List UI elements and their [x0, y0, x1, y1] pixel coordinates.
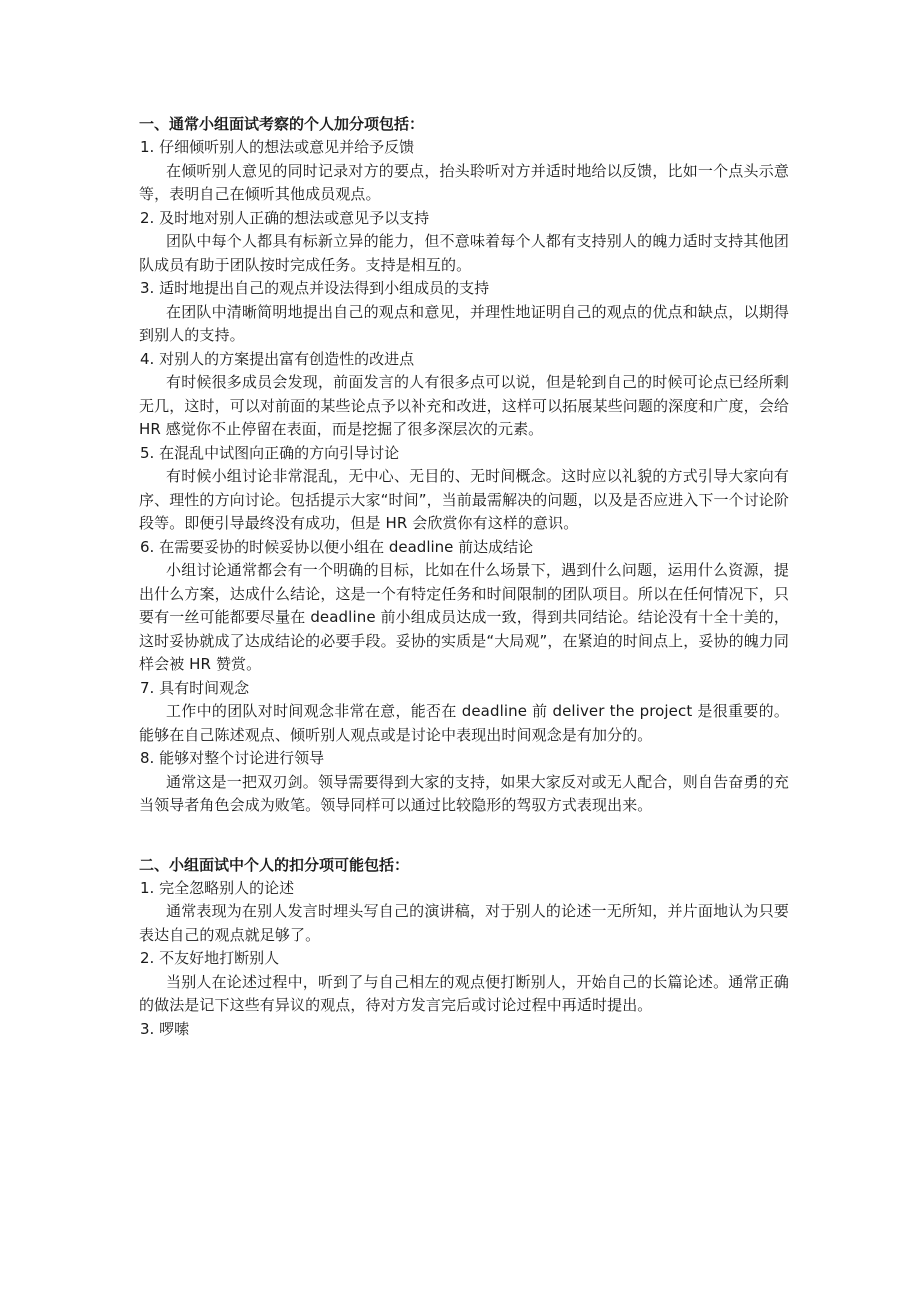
section-heading-minus-points: 二、小组面试中个人的扣分项可能包括： [139, 855, 410, 874]
item-title: 6. 在需要妥协的时候妥协以便小组在 deadline 前达成结论 [140, 537, 534, 556]
item-title: 1. 仔细倾听别人的想法或意见并给予反馈 [140, 138, 415, 156]
item-title: 8. 能够对整个讨论进行领导 [140, 749, 325, 767]
item-title: 2. 不友好地打断别人 [140, 949, 280, 967]
item-body: 在倾听别人意见的同时记录对方的要点，抬头聆听对方并适时地给以反馈，比如一个点头示意等，表明自己在倾听其他成员观点。 [139, 161, 789, 203]
item-title: 3. 啰嗦 [140, 1019, 190, 1038]
item-body: 有时候小组讨论非常混乱，无中心、无目的、无时间概念。这时应以礼貌的方式引导大家向有序、理性的方向讨论。包括提示大家“时间”，当前最需解决的问题，以及是否应进入下一个讨论阶段等。即便引导最终没有成功，但是 HR 会欣赏你有这样的意识。 [139, 467, 789, 532]
item-body: 通常表现为在别人发言时埋头写自己的演讲稿，对于别人的论述一无所知，并片面地认为只要表达自己的观点就足够了。 [139, 902, 789, 944]
item-body: 小组讨论通常都会有一个明确的目标，比如在什么场景下，遇到什么问题，运用什么资源，提出什么方案，达成什么结论，这是一个有特定任务和时间限制的团队项目。所以在任何情况下，只要有一丝可能都要尽量在 deadline 前小组成员达成一致，得到共同结论。结论没有十全十美的，这时妥协就成了达成结论的必要手段。妥协的实质是“大局观”，在紧迫的时间点上，妥协的魄力同样会被 HR 赞赏。 [139, 561, 789, 673]
item-body: 当别人在论述过程中，听到了与自己相左的观点便打断别人，开始自己的长篇论述。通常正确的做法是记下这些有异议的观点，待对方发言完后或讨论过程中再适时提出。 [139, 972, 789, 1014]
item-title: 2. 及时地对别人正确的想法或意见予以支持 [140, 208, 430, 227]
item-body: 有时候很多成员会发现，前面发言的人有很多点可以说，但是轮到自己的时候可论点已经所剩无几，这时，可以对前面的某些论点予以补充和改进，这样可以拓展某些问题的深度和广度，会给 HR 感觉你不止停留在表面，而是挖掘了很多深层次的元素。 [139, 373, 789, 438]
item-body: 团队中每个人都具有标新立异的能力，但不意味着每个人都有支持别人的魄力适时支持其他团队成员有助于团队按时完成任务。支持是相互的。 [139, 232, 789, 274]
item-title: 3. 适时地提出自己的观点并设法得到小组成员的支持 [140, 279, 490, 297]
item-title: 1. 完全忽略别人的论述 [140, 878, 295, 897]
document-page [139, 112, 789, 1041]
item-body: 通常这是一把双刃剑。领导需要得到大家的支持，如果大家反对或无人配合，则自告奋勇的充当领导者角色会成为败笔。领导同样可以通过比较隐形的驾驭方式表现出来。 [139, 772, 789, 814]
section-heading-plus-points: 一、通常小组面试考察的个人加分项包括： [139, 115, 425, 133]
item-title: 7. 具有时间观念 [140, 678, 250, 697]
item-body: 工作中的团队对时间观念非常在意，能否在 deadline 前 deliver the project 是很重要的。能够在自己陈述观点、倾听别人观点或是讨论中表现出时间观念是有加分的。 [139, 702, 789, 744]
item-title: 5. 在混乱中试图向正确的方向引导讨论 [140, 443, 400, 462]
item-body: 在团队中清晰简明地提出自己的观点和意见，并理性地证明自己的观点的优点和缺点，以期得到别人的支持。 [139, 302, 789, 344]
item-title: 4. 对别人的方案提出富有创造性的改进点 [140, 349, 415, 368]
